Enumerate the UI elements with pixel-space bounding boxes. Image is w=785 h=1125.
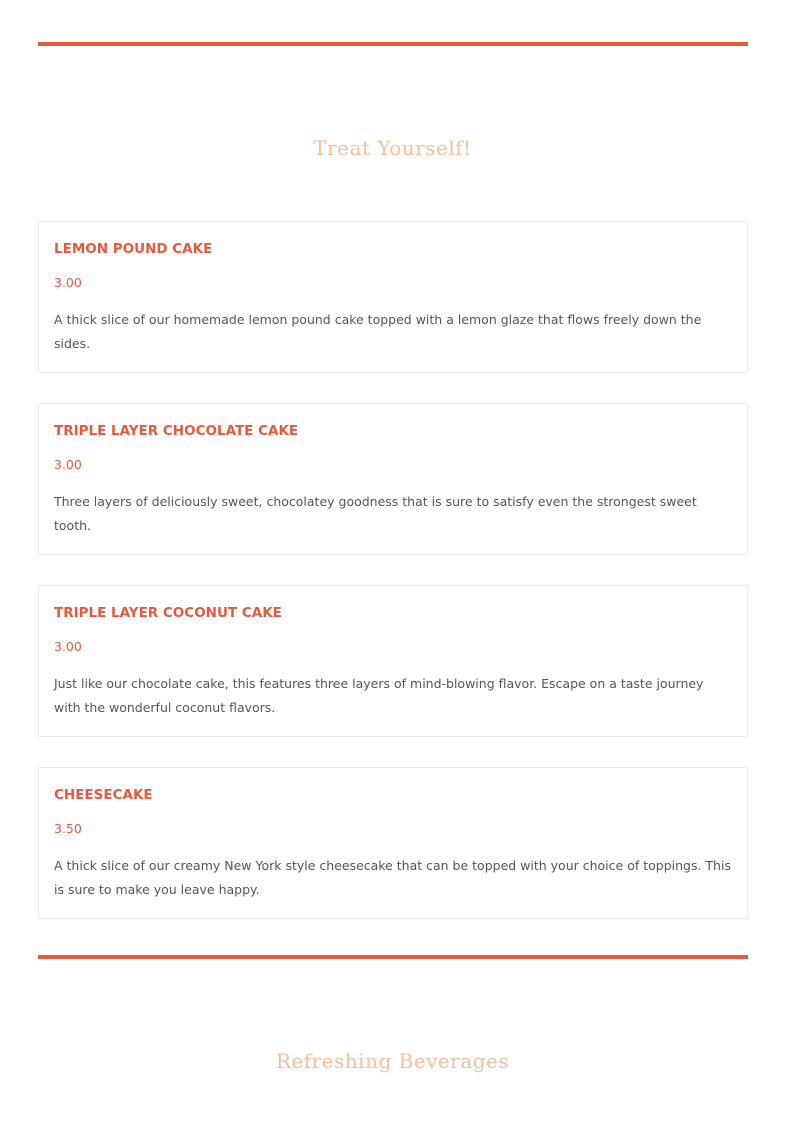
section-divider-beverages [38, 955, 748, 959]
menu-item-name: LEMON POUND CAKE [54, 241, 213, 257]
menu-item-card [38, 767, 748, 919]
section-divider-top [38, 42, 748, 46]
menu-item-name: TRIPLE LAYER CHOCOLATE CAKE [54, 423, 299, 439]
menu-item-price: 3.00 [54, 457, 82, 472]
menu-item-price: 3.50 [54, 821, 82, 836]
menu-item-price: 3.00 [54, 275, 82, 290]
section-title-beverages: Refreshing Beverages [275, 1049, 510, 1073]
menu-item-description: A thick slice of our creamy New York style cheesecake that can be topped with your choice of toppings. This is sure to make you leave happy. [54, 858, 731, 897]
menu-item-name: TRIPLE LAYER COCONUT CAKE [54, 605, 282, 621]
menu-item-price: 3.00 [54, 639, 82, 654]
menu-list-treats [38, 221, 748, 949]
menu-item-card [38, 585, 748, 737]
menu-item-card [38, 403, 748, 555]
menu-item-description: A thick slice of our homemade lemon pound cake topped with a lemon glaze that flows freely down the sides. [54, 312, 702, 351]
menu-item-description: Three layers of deliciously sweet, chocolatey goodness that is sure to satisfy even the strongest sweet tooth. [54, 494, 697, 533]
menu-item-description: Just like our chocolate cake, this features three layers of mind-blowing flavor. Escape on a taste journey with the wonderful coconut flavors. [54, 676, 704, 715]
menu-item-card [38, 221, 748, 373]
menu-item-name: CHEESECAKE [54, 787, 153, 803]
section-title-treats: Treat Yourself! [313, 136, 472, 160]
